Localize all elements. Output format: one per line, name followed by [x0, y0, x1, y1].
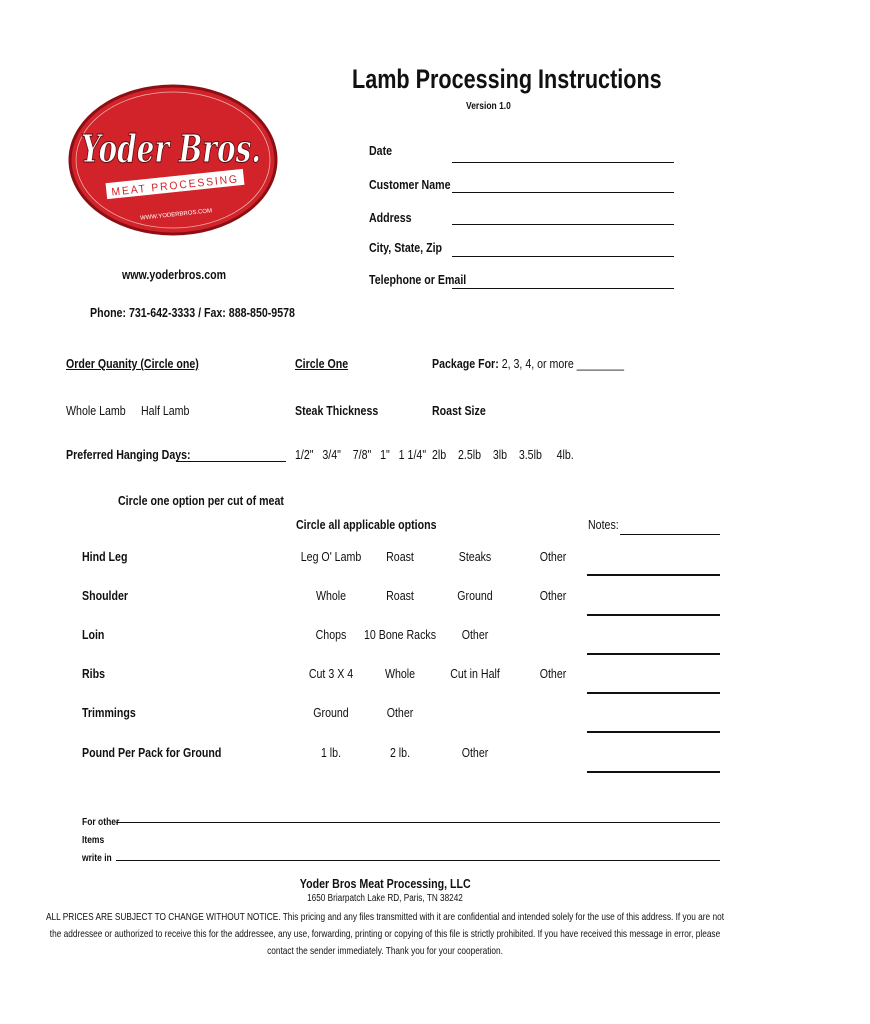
roast-size-label: Roast Size	[432, 404, 486, 418]
other-items-line1: For other	[82, 817, 120, 828]
notes-line[interactable]	[587, 731, 720, 733]
package-for-blank[interactable]: ________	[576, 357, 624, 371]
other-items-label	[82, 814, 119, 868]
cut-name: Hind Leg	[82, 550, 128, 564]
cut-option[interactable]: Chops	[315, 628, 347, 642]
footer-company	[0, 876, 770, 891]
telephone-email-field[interactable]	[452, 288, 674, 289]
half-lamb-option[interactable]: Half Lamb	[141, 404, 190, 418]
footer-address	[0, 893, 770, 904]
hanging-days-field[interactable]	[176, 461, 286, 462]
cut-name: Pound Per Pack for Ground	[82, 746, 222, 760]
cut-option[interactable]: Whole	[315, 589, 347, 603]
city-state-zip-label: City, State, Zip	[369, 241, 443, 255]
cut-option[interactable]: Other	[539, 667, 567, 681]
cut-option[interactable]: Other	[461, 628, 489, 642]
cut-option[interactable]: Steaks	[458, 550, 492, 564]
footer-notice-2: the addressee or authorized to receive this for the addressee, any use, forwarding, printing or copying of this file is strictly prohibited. If you have received this message in error, please	[49, 928, 721, 940]
whole-lamb-option[interactable]: Whole Lamb	[66, 404, 126, 418]
circle-all-label: Circle all applicable options	[296, 518, 437, 532]
customer-name-field[interactable]	[452, 192, 674, 193]
circle-one-label: Circle One	[295, 357, 349, 371]
cut-option[interactable]: Other	[461, 746, 489, 760]
customer-name-label: Customer Name	[369, 178, 451, 192]
other-items-line-1[interactable]	[116, 822, 720, 823]
other-items-line3: write in	[82, 853, 112, 864]
date-field[interactable]	[452, 162, 674, 163]
logo-url: WWW.YODERBROS.COM	[139, 208, 213, 222]
cut-option[interactable]: Roast	[386, 589, 414, 603]
steak-thickness-label: Steak Thickness	[295, 404, 379, 418]
notes-line[interactable]	[587, 653, 720, 655]
order-quantity-label: Order Quanity (Circle one)	[66, 357, 199, 371]
cut-option[interactable]: Leg O' Lamb	[300, 550, 362, 564]
cut-option[interactable]: Ground	[313, 706, 349, 720]
notes-line[interactable]	[587, 771, 720, 773]
cut-option[interactable]: 2 lb.	[389, 746, 411, 760]
date-label: Date	[369, 144, 393, 158]
notes-line[interactable]	[587, 614, 720, 616]
city-state-zip-field[interactable]	[452, 256, 674, 257]
footer-company-text: Yoder Bros Meat Processing, LLC	[299, 876, 471, 891]
cut-name: Trimmings	[82, 706, 136, 720]
address-field[interactable]	[452, 224, 674, 225]
notes-line[interactable]	[587, 574, 720, 576]
thickness-options[interactable]: 1/2" 3/4" 7/8" 1" 1 1/4"	[295, 448, 427, 462]
cut-name: Shoulder	[82, 589, 129, 603]
version-label: Version 1.0	[466, 101, 511, 112]
cut-option[interactable]: Other	[539, 550, 567, 564]
cut-option[interactable]: Roast	[386, 550, 414, 564]
other-items-line-2[interactable]	[116, 860, 720, 861]
website-label: www.yoderbros.com	[122, 268, 227, 282]
notes-label: Notes:	[588, 518, 619, 532]
address-label: Address	[369, 211, 412, 225]
cut-option[interactable]: Other	[539, 589, 567, 603]
roast-size-options[interactable]: 2lb 2.5lb 3lb 3.5lb 4lb.	[432, 448, 574, 462]
cut-option[interactable]: Ground	[457, 589, 493, 603]
footer-address-text: 1650 Briarpatch Lake RD, Paris, TN 38242	[307, 893, 463, 904]
yoder-bros-logo	[68, 84, 278, 236]
other-items-line2: Items	[82, 835, 105, 846]
cut-option[interactable]: Whole	[384, 667, 416, 681]
notes-line[interactable]	[587, 692, 720, 694]
page-title: Lamb Processing Instructions	[352, 64, 662, 94]
footer-notice-3: contact the sender immediately. Thank you for your cooperation.	[267, 945, 503, 957]
phone-fax-label: Phone: 731-642-3333 / Fax: 888-850-9578	[90, 306, 295, 320]
logo-name: Yoder Bros.	[81, 126, 261, 171]
cut-option[interactable]: Cut in Half	[450, 667, 500, 681]
package-for	[432, 357, 624, 371]
cut-option[interactable]: Cut 3 X 4	[308, 667, 354, 681]
cut-option[interactable]: Other	[386, 706, 414, 720]
hanging-days-label: Preferred Hanging Days:	[66, 448, 191, 462]
cut-option[interactable]: 10 Bone Racks	[363, 628, 437, 642]
telephone-email-label: Telephone or Email	[369, 273, 467, 287]
notes-line[interactable]	[620, 534, 720, 535]
cut-option[interactable]: 1 lb.	[320, 746, 342, 760]
cut-name: Loin	[82, 628, 105, 642]
footer-notice	[0, 909, 870, 960]
package-for-options: 2, 3, 4, or more	[501, 357, 574, 371]
cut-name: Ribs	[82, 667, 106, 681]
circle-per-cut-label: Circle one option per cut of meat	[118, 494, 284, 508]
package-for-label: Package For:	[432, 357, 499, 371]
footer-notice-1: ALL PRICES ARE SUBJECT TO CHANGE WITHOUT NOTICE. This pricing and any files transmitted with it are confidential and intended solely for the use of this address. If you are not	[45, 911, 725, 923]
logo-tagline: MEAT PROCESSING	[110, 172, 248, 199]
